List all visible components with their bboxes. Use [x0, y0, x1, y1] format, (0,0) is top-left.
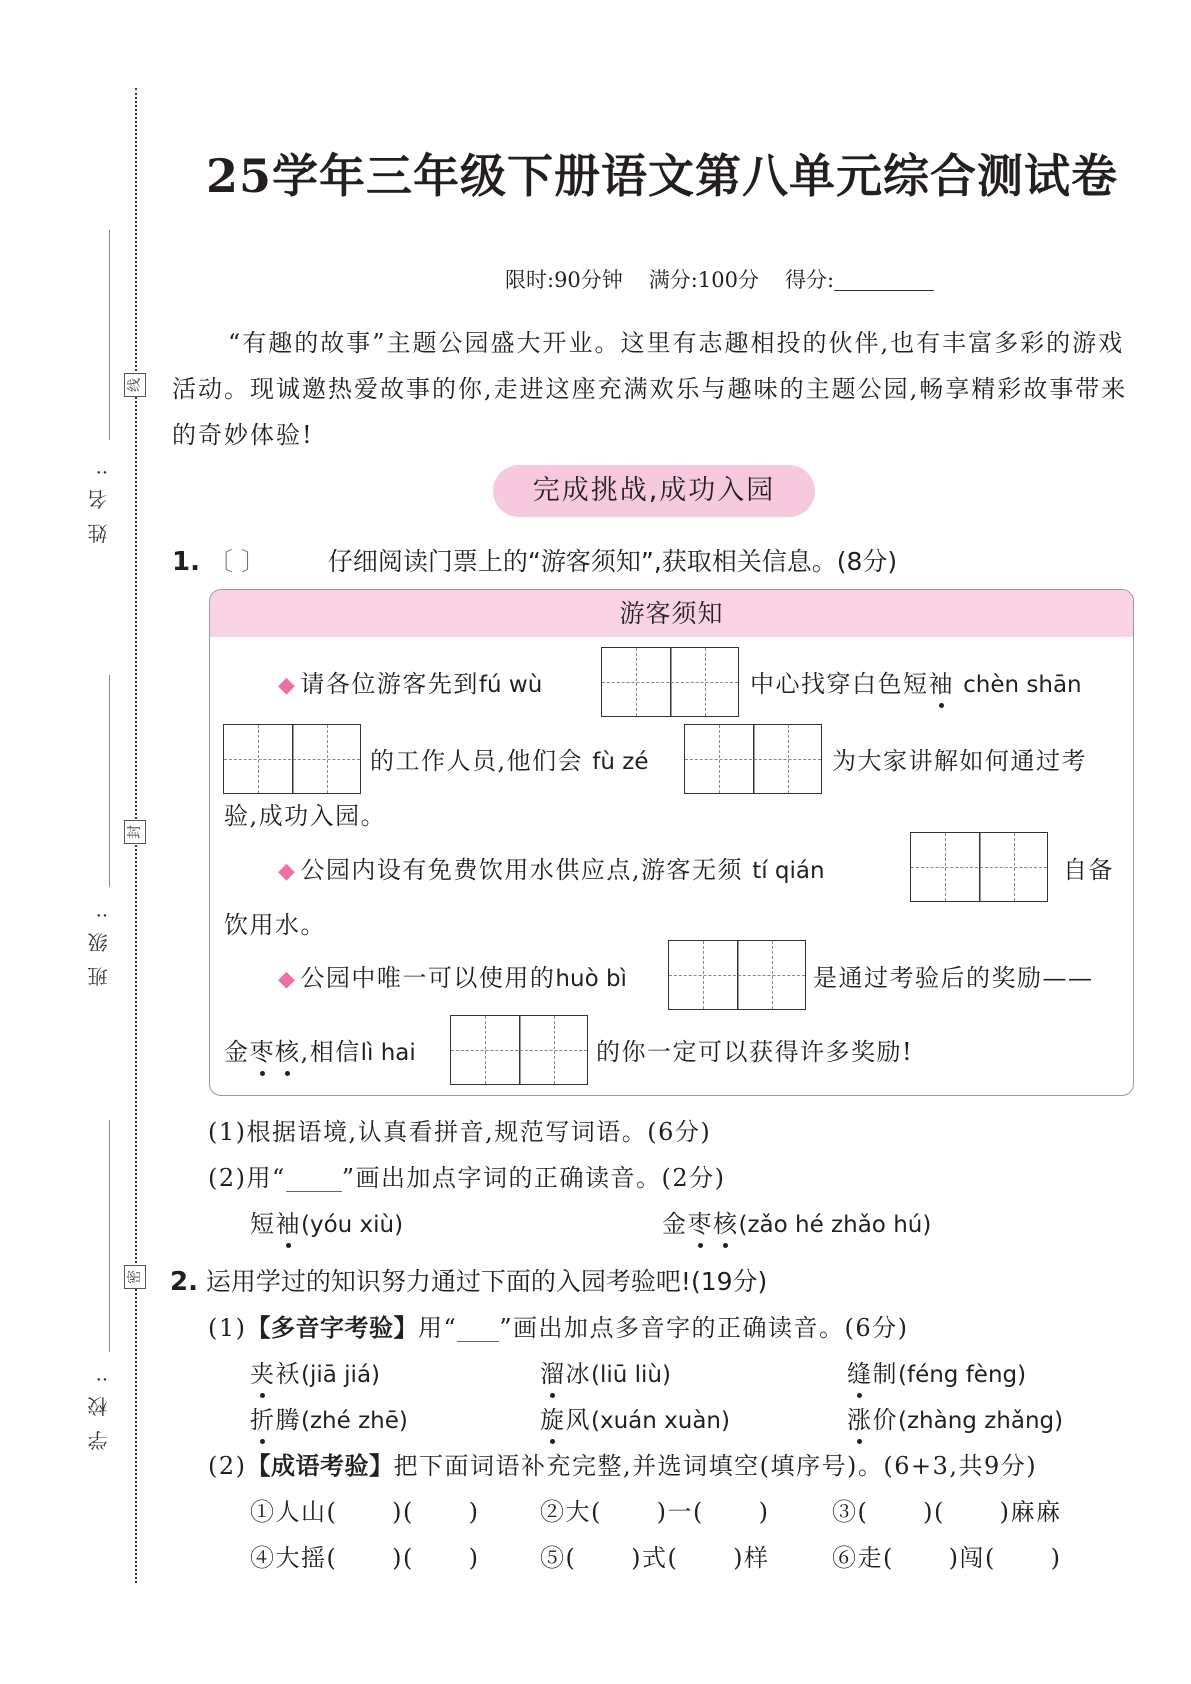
idiom-item[interactable]: ⑤( )式( )样 — [540, 1544, 770, 1572]
write-box-fuwu[interactable] — [601, 647, 739, 717]
idiom-item[interactable]: ②大( )一( ) — [540, 1498, 770, 1526]
question-text: 运用学过的知识努力通过下面的入园考验吧!(19分) — [205, 1267, 768, 1296]
idiom-item[interactable]: ⑥走( )闯( ) — [832, 1544, 1062, 1572]
question-text: 仔细阅读门票上的“游客须知”,获取相关信息。(8分) — [327, 547, 898, 576]
polyphone-item: 夹袄(jiā jiá) — [250, 1360, 381, 1388]
write-box-huobi[interactable] — [668, 940, 806, 1010]
q1-option-duanxiu: 短袖(yóu xiù) — [250, 1210, 404, 1238]
notice-line-2b: 为大家讲解如何通过考 — [832, 747, 1087, 775]
dotted-char: 核 — [713, 1210, 739, 1238]
pinyin-choices[interactable]: (yóu xiù) — [301, 1212, 404, 1238]
q1-part-2: (2)用“ ”画出加点字词的正确读音。(2分) — [208, 1164, 726, 1192]
notice-line-1: ◆ 请各位游客先到fú wù — [278, 670, 543, 698]
name-underline — [109, 230, 110, 440]
q1-part-1: (1)根据语境,认真看拼音,规范写词语。(6分) — [208, 1118, 712, 1146]
intro-paragraph: “有趣的故事”主题公园盛大开业。这里有志趣相投的伙伴,也有丰富多彩的游戏活动。现诚邀热爱故事的你,走进这座充满欢乐与趣味的主题公园,畅享精彩故事带来的奇妙体验! — [172, 329, 1128, 449]
time-limit: 限时:90分钟 — [505, 268, 623, 292]
question-number: 2. — [170, 1267, 198, 1297]
score-label: 得分: — [784, 268, 835, 292]
question-2-heading — [170, 1262, 767, 1298]
q2-part-1: (1)【多音字考验】用“ ”画出加点多音字的正确读音。(6分) — [208, 1314, 909, 1342]
write-box-tiqian[interactable] — [910, 832, 1048, 902]
notice-line-7b: 的你一定可以获得许多奖励! — [596, 1038, 914, 1066]
polyphone-item: 旋风(xuán xuàn) — [540, 1406, 730, 1434]
dotted-char: 袖 — [928, 670, 954, 698]
diamond-bullet-icon: ◆ — [278, 967, 297, 992]
write-box-chenshan[interactable] — [223, 724, 361, 794]
question-number: 1. — [172, 547, 200, 577]
question-1-heading — [172, 542, 897, 578]
class-label: 班级: — [87, 898, 111, 987]
dotted-char: 枣 — [249, 1038, 275, 1066]
section-heading-pill: 完成挑战,成功入园 — [493, 465, 815, 517]
name-label: 姓名: — [87, 455, 111, 544]
school-label: 学校: — [87, 1362, 111, 1451]
dotted-char: 核 — [275, 1038, 301, 1066]
seal-mi: 密 — [124, 1265, 146, 1289]
seal-feng: 封 — [124, 820, 146, 844]
notice-line-6: ◆ 公园中唯一可以使用的huò bì — [278, 964, 627, 992]
diamond-bullet-icon: ◆ — [278, 859, 297, 884]
write-box-fuze[interactable] — [684, 724, 822, 794]
diamond-bullet-icon: ◆ — [278, 673, 297, 698]
polyphone-item: 折腾(zhé zhē) — [250, 1406, 408, 1434]
q2-part-2: (2)【成语考验】把下面词语补充完整,并选词填空(填序号)。(6+3,共9分) — [208, 1452, 1038, 1480]
notice-line-1b: 中心找穿白色短袖 chèn shān — [750, 670, 1082, 698]
notice-line-5: 饮用水。 — [224, 911, 326, 939]
notice-line-6b: 是通过考验后的奖励—— — [813, 964, 1094, 992]
idiom-item[interactable]: ④大摇( )( ) — [250, 1544, 480, 1572]
polyphone-item: 溜冰(liū liù) — [540, 1360, 671, 1388]
q1-option-jinzaohe: 金枣核(zǎo hé zhǎo hú) — [662, 1210, 932, 1238]
exam-meta — [505, 264, 934, 294]
notice-line-3: 验,成功入园。 — [224, 802, 387, 830]
dotted-char: 袖 — [275, 1210, 301, 1238]
school-underline — [109, 1120, 110, 1352]
notice-line-4b: 自备 — [1063, 856, 1114, 884]
score-blank[interactable] — [834, 271, 934, 291]
underline-sample — [457, 1324, 499, 1342]
class-underline — [109, 675, 110, 887]
page-title: 25学年三年级下册语文第八单元综合测试卷 — [206, 149, 1119, 203]
notice-line-7: 金枣核,相信lì hai — [224, 1038, 416, 1066]
card-title: 游客须知 — [210, 590, 1133, 637]
pinyin-choices[interactable]: (zǎo hé zhǎo hú) — [738, 1212, 932, 1238]
idiom-item[interactable]: ③( )( )麻麻 — [832, 1498, 1062, 1526]
notice-line-2: 的工作人员,他们会 fù zé — [370, 747, 649, 775]
idiom-item[interactable]: ①人山( )( ) — [250, 1498, 480, 1526]
answer-bracket: 〔 〕 — [207, 547, 266, 576]
notice-line-4: ◆ 公园内设有免费饮用水供应点,游客无须 tí qián — [278, 856, 825, 884]
dotted-char: 枣 — [687, 1210, 713, 1238]
seal-xian: 线 — [124, 373, 146, 397]
full-score: 满分:100分 — [648, 268, 759, 292]
polyphone-item: 涨价(zhàng zhǎng) — [847, 1406, 1064, 1434]
underline-sample — [286, 1174, 342, 1192]
polyphone-item: 缝制(féng fèng) — [847, 1360, 1027, 1388]
write-box-lihai[interactable] — [450, 1015, 588, 1085]
